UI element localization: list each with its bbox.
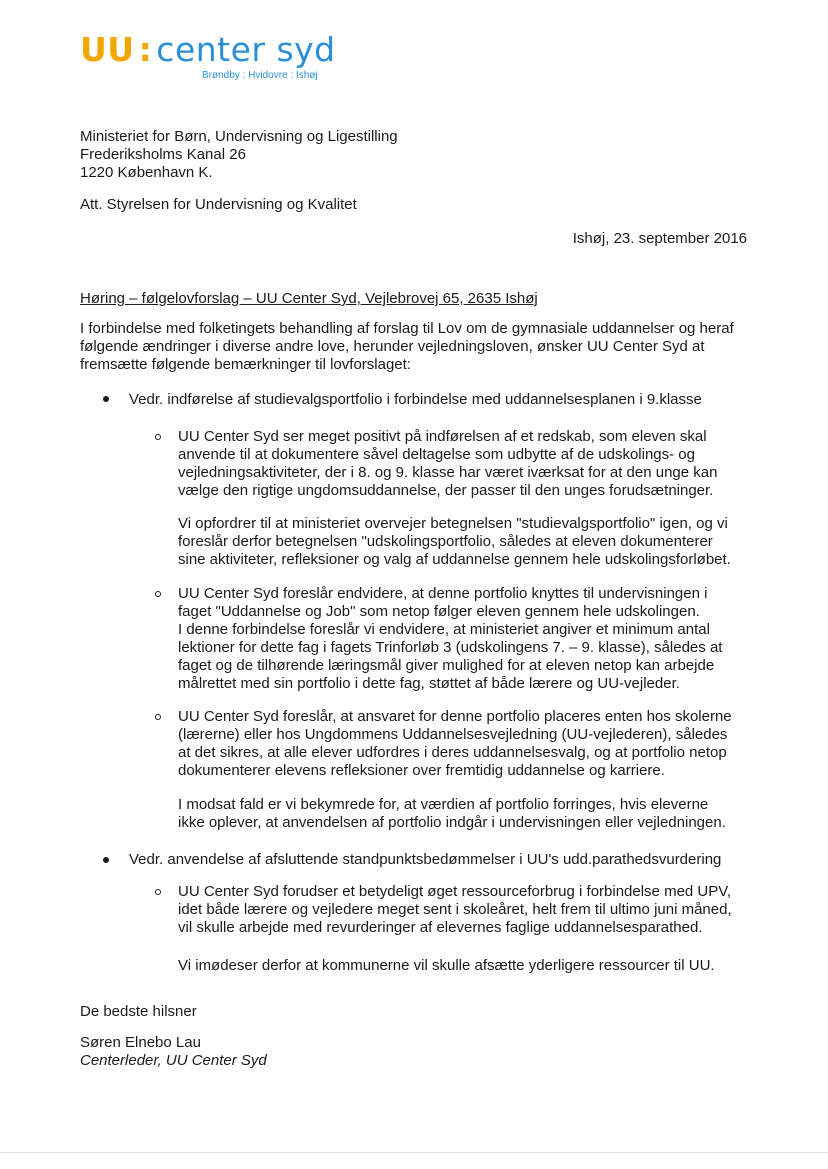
text-line: følgende ændringer i diverse andre love, herunder vejledningsloven, ønsker UU Center Syd at: [80, 338, 705, 355]
address-line: Ministeriet for Børn, Undervisning og Ligestilling: [80, 128, 398, 145]
text-line: UU Center Syd ser meget positivt på indførelsen af et redskab, som eleven skal: [178, 428, 707, 445]
logo-name: center syd: [156, 30, 336, 69]
text-line: UU Center Syd foreslår, at ansvaret for denne portfolio placeres enten hos skolerne: [178, 708, 732, 725]
bullet-heading-2: Vedr. anvendelse af afsluttende standpunktsbedømmelser i UU's udd.parathedsvurdering: [129, 851, 722, 868]
bullet-heading-1: Vedr. indførelse af studievalgsportfolio i forbindelse med uddannelsesplanen i 9.klasse: [129, 391, 702, 408]
text-line: faget "Uddannelse og Job" som netop følger eleven gennem hele udskolingen.: [178, 603, 700, 620]
address-line: 1220 København K.: [80, 164, 213, 181]
sub-paragraph-4b: Vi imødeser derfor at kommunerne vil skulle afsætte yderligere ressourcer til UU.: [178, 957, 715, 974]
logo-colon: :: [138, 30, 153, 69]
text-line: anvende til at dokumentere såvel deltagelse som udbytte af de udskolings- og: [178, 446, 695, 463]
scan-edge-divider: [0, 1152, 828, 1153]
letter-date: Ishøj, 23. september 2016: [572, 230, 747, 247]
text-line: vejledningsaktiviteter, der i 8. og 9. klasse har været iværksat for at den unge kan: [178, 464, 718, 481]
attention-line: Att. Styrelsen for Undervisning og Kvalitet: [80, 196, 357, 213]
text-line: sine aktiviteter, refleksioner og valg af uddannelse gennem hele udskolingsforløbet.: [178, 551, 731, 568]
text-line: UU Center Syd foreslår endvidere, at denne portfolio knyttes til undervisningen i: [178, 585, 708, 602]
text-line: lektioner for dette fag i fagets Trinforløb 3 (udskolingens 7. – 9. klasse), således at: [178, 639, 723, 656]
sub-paragraph-4: [178, 883, 732, 937]
text-line: vil skulle arbejde med revurderinger af elevernes faglige uddannelsesparathed.: [178, 919, 703, 936]
text-line: at det sikres, at alle elever udfordres i deres uddannelsesvalg, og at portfolio netop: [178, 744, 727, 761]
text-line: faget og de tilhørende læringsmål giver mulighed for at eleven netop kan arbejde: [178, 657, 715, 674]
text-line: foreslår derfor betegnelsen "udskolingsportfolio, således at eleven dokumenterer: [178, 533, 713, 550]
text-line: dokumenterer elevens refleksioner over fremtidig uddannelse og karriere.: [178, 762, 665, 779]
recipient-address: [80, 128, 398, 182]
logo-wordmark: [80, 30, 336, 70]
text-line: vælge den rigtige ungdomsuddannelse, der passer til den unges forudsætninger.: [178, 482, 714, 499]
text-line: (lærerne) eller hos Ungdommens Uddannelsesvejledning (UU-vejlederen), således: [178, 726, 728, 743]
text-line: Vi opfordrer til at ministeriet overvejer betegnelsen "studievalgsportfolio" igen, og vi: [178, 515, 728, 532]
sub-paragraph-1: [178, 428, 717, 500]
sub-paragraph-1b: [178, 515, 731, 569]
sub-paragraph-3b: [178, 796, 726, 832]
sub-bullet-icon: [155, 434, 161, 440]
closing: De bedste hilsner: [80, 1003, 197, 1020]
sub-bullet-icon: [155, 591, 161, 597]
bullet-icon: [103, 396, 109, 402]
letter-subject: Høring – følgelovforslag – UU Center Syd, Vejlebrovej 65, 2635 Ishøj: [80, 290, 538, 307]
text-line: målrettet med sin portfolio i dette fag, støttet af både lærere og UU-vejleder.: [178, 675, 680, 692]
text-line: idet både lærere og vejledere meget sent i skoleåret, helt frem til ultimo juni måned,: [178, 901, 732, 918]
logo-subtitle: Brøndby : Hvidovre : Ishøj: [202, 70, 318, 81]
signer-name: Søren Elnebo Lau: [80, 1034, 201, 1051]
sub-paragraph-3: [178, 708, 732, 780]
text-line: I forbindelse med folketingets behandling af forslag til Lov om de gymnasiale uddannelser og heraf: [80, 320, 734, 337]
signer-title: Centerleder, UU Center Syd: [80, 1052, 267, 1069]
sub-bullet-icon: [155, 714, 161, 720]
text-line: I modsat fald er vi bekymrede for, at værdien af portfolio forringes, hvis eleverne: [178, 796, 709, 813]
sub-bullet-icon: [155, 889, 161, 895]
intro-paragraph: [80, 320, 734, 374]
bullet-icon: [103, 857, 109, 863]
logo-uu: UU: [80, 30, 135, 69]
address-line: Frederiksholms Kanal 26: [80, 146, 246, 163]
sub-paragraph-2: [178, 585, 722, 693]
text-line: fremsætte følgende bemærkninger til lovforslaget:: [80, 356, 411, 373]
text-line: UU Center Syd forudser et betydeligt øget ressourceforbrug i forbindelse med UPV,: [178, 883, 732, 900]
text-line: ikke oplever, at anvendelsen af portfolio indgår i undervisningen eller vejledningen.: [178, 814, 726, 831]
text-line: I denne forbindelse foreslår vi endvidere, at ministeriet angiver et minimum antal: [178, 621, 710, 638]
logo: [80, 30, 336, 81]
